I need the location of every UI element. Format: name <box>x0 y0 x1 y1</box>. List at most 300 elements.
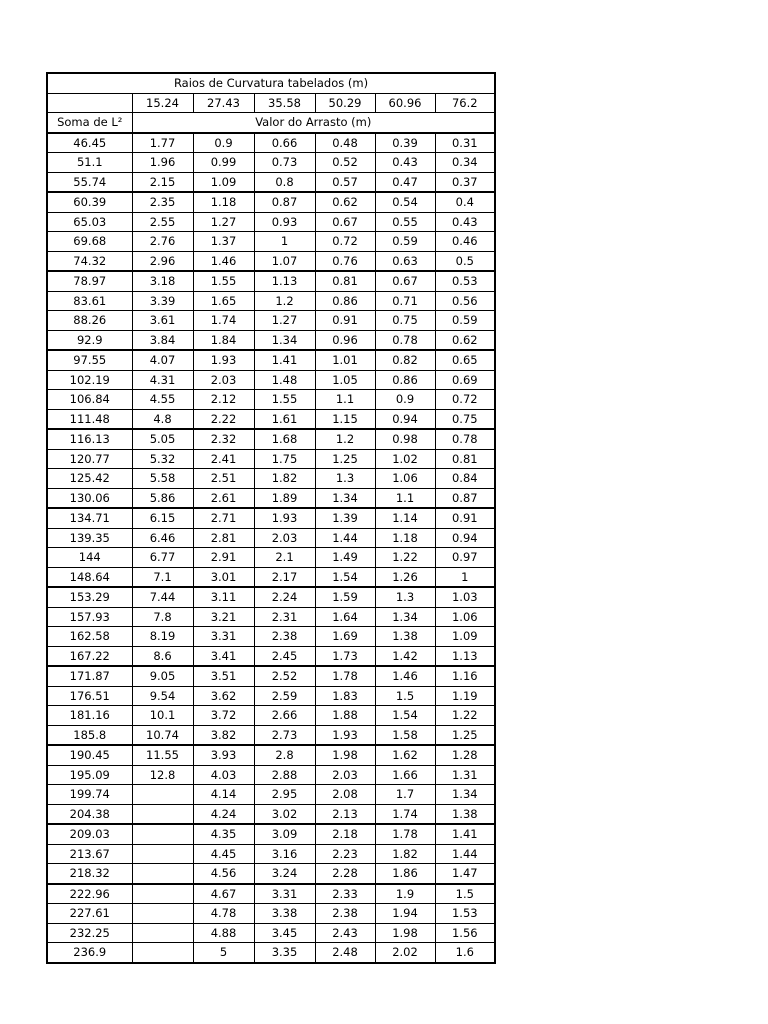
drag-value-cell: 1.65 <box>193 291 254 311</box>
soma-cell: 116.13 <box>47 429 132 449</box>
drag-value-cell: 1.42 <box>375 646 435 666</box>
drag-value-cell: 3.11 <box>193 587 254 607</box>
drag-value-cell: 0.39 <box>375 133 435 153</box>
drag-value-cell: 4.45 <box>193 844 254 864</box>
soma-cell: 78.97 <box>47 271 132 291</box>
drag-value-cell: 0.86 <box>315 291 375 311</box>
drag-value-cell: 1.53 <box>435 904 495 924</box>
table-row <box>47 271 495 291</box>
drag-value-cell: 0.87 <box>254 192 315 212</box>
drag-value-cell: 4.78 <box>193 904 254 924</box>
drag-value-cell: 11.55 <box>132 745 193 765</box>
drag-value-cell: 1.84 <box>193 330 254 350</box>
drag-value-cell: 3.72 <box>193 706 254 726</box>
drag-value-cell: 3.62 <box>193 686 254 706</box>
drag-value-cell: 0.93 <box>254 212 315 232</box>
table-row <box>47 212 495 232</box>
drag-table <box>46 72 496 964</box>
drag-value-cell: 2.03 <box>254 528 315 548</box>
drag-value-cell: 1.75 <box>254 449 315 469</box>
drag-value-cell: 7.44 <box>132 587 193 607</box>
drag-value-cell: 1.2 <box>254 291 315 311</box>
table-row <box>47 350 495 370</box>
table-row <box>47 172 495 192</box>
table-row <box>47 449 495 469</box>
drag-value-cell: 4.31 <box>132 370 193 390</box>
drag-value-cell: 1.28 <box>435 745 495 765</box>
drag-value-cell: 5.32 <box>132 449 193 469</box>
drag-value-cell: 1.64 <box>315 607 375 627</box>
drag-value-cell: 1.05 <box>315 370 375 390</box>
table-title: Raios de Curvatura tabelados (m) <box>47 73 495 93</box>
table-row <box>47 528 495 548</box>
table-row <box>47 409 495 429</box>
drag-value-cell: 6.46 <box>132 528 193 548</box>
drag-value-cell: 1 <box>435 567 495 587</box>
drag-value-cell: 2.22 <box>193 409 254 429</box>
radius-header: 76.2 <box>435 93 495 113</box>
soma-cell: 83.61 <box>47 291 132 311</box>
drag-value-cell: 0.37 <box>435 172 495 192</box>
drag-value-cell: 4.67 <box>193 884 254 904</box>
soma-cell: 195.09 <box>47 765 132 785</box>
drag-value-cell: 1.2 <box>315 429 375 449</box>
drag-value-cell: 0.52 <box>315 153 375 173</box>
drag-value-cell: 2.12 <box>193 390 254 410</box>
drag-value-cell: 1.39 <box>315 508 375 528</box>
drag-value-cell: 9.05 <box>132 666 193 686</box>
drag-value-cell: 1 <box>254 232 315 252</box>
soma-cell: 97.55 <box>47 350 132 370</box>
drag-value-cell: 0.81 <box>435 449 495 469</box>
drag-value-cell: 0.91 <box>315 311 375 331</box>
soma-cell: 167.22 <box>47 646 132 666</box>
drag-value-cell: 1.73 <box>315 646 375 666</box>
soma-cell: 46.45 <box>47 133 132 153</box>
drag-value-cell: 2.48 <box>315 943 375 963</box>
drag-value-cell: 1.14 <box>375 508 435 528</box>
table-row <box>47 548 495 568</box>
drag-value-cell: 8.19 <box>132 627 193 647</box>
table-row <box>47 192 495 212</box>
soma-cell: 88.26 <box>47 311 132 331</box>
drag-value-cell: 0.91 <box>435 508 495 528</box>
drag-value-cell: 7.8 <box>132 607 193 627</box>
radius-header: 35.58 <box>254 93 315 113</box>
drag-value-cell: 1.18 <box>375 528 435 548</box>
drag-value-cell: 1.26 <box>375 567 435 587</box>
table-row <box>47 232 495 252</box>
table-row <box>47 923 495 943</box>
drag-value-cell: 3.31 <box>193 627 254 647</box>
table-row <box>47 765 495 785</box>
drag-value-cell: 0.59 <box>435 311 495 331</box>
drag-value-cell: 2.1 <box>254 548 315 568</box>
drag-value-cell: 1.68 <box>254 429 315 449</box>
drag-value-cell: 1.9 <box>375 884 435 904</box>
drag-value-cell: 3.01 <box>193 567 254 587</box>
drag-value-cell: 0.99 <box>193 153 254 173</box>
drag-value-cell: 2.17 <box>254 567 315 587</box>
soma-cell: 157.93 <box>47 607 132 627</box>
drag-value-cell: 2.59 <box>254 686 315 706</box>
soma-cell: 120.77 <box>47 449 132 469</box>
table-row <box>47 488 495 508</box>
drag-value-cell: 4.07 <box>132 350 193 370</box>
drag-value-cell: 3.16 <box>254 844 315 864</box>
drag-value-cell: 2.23 <box>315 844 375 864</box>
drag-value-cell: 1.5 <box>375 686 435 706</box>
radius-header: 27.43 <box>193 93 254 113</box>
drag-value-cell: 2.08 <box>315 785 375 805</box>
soma-cell: 185.8 <box>47 725 132 745</box>
drag-value-cell: 0.53 <box>435 271 495 291</box>
table-row <box>47 153 495 173</box>
soma-cell: 51.1 <box>47 153 132 173</box>
drag-value-cell: 5.05 <box>132 429 193 449</box>
drag-value-cell: 0.78 <box>375 330 435 350</box>
drag-value-cell: 1.3 <box>375 587 435 607</box>
drag-value-cell: 2.03 <box>315 765 375 785</box>
radius-header: 60.96 <box>375 93 435 113</box>
drag-value-cell: 6.77 <box>132 548 193 568</box>
drag-value-cell: 0.82 <box>375 350 435 370</box>
drag-value-cell: 1.3 <box>315 469 375 489</box>
soma-cell: 162.58 <box>47 627 132 647</box>
drag-value-cell: 0.67 <box>315 212 375 232</box>
soma-cell: 176.51 <box>47 686 132 706</box>
drag-value-cell: 0.75 <box>375 311 435 331</box>
drag-value-cell: 1.07 <box>254 251 315 271</box>
drag-value-cell: 0.9 <box>375 390 435 410</box>
drag-value-cell: 1.54 <box>375 706 435 726</box>
drag-value-cell: 1.55 <box>254 390 315 410</box>
drag-value-cell: 1.58 <box>375 725 435 745</box>
drag-value-cell: 1.7 <box>375 785 435 805</box>
drag-value-cell: 1.06 <box>435 607 495 627</box>
soma-cell: 213.67 <box>47 844 132 864</box>
drag-value-cell <box>132 904 193 924</box>
table-row <box>47 429 495 449</box>
drag-value-cell: 1.83 <box>315 686 375 706</box>
soma-cell: 190.45 <box>47 745 132 765</box>
drag-value-cell: 2.03 <box>193 370 254 390</box>
drag-value-cell: 1.82 <box>375 844 435 864</box>
drag-value-cell: 0.43 <box>375 153 435 173</box>
drag-value-cell: 1.54 <box>315 567 375 587</box>
drag-value-cell: 1.13 <box>254 271 315 291</box>
drag-value-cell: 1.1 <box>315 390 375 410</box>
drag-value-cell: 2.43 <box>315 923 375 943</box>
drag-value-cell: 3.24 <box>254 864 315 884</box>
soma-cell: 222.96 <box>47 884 132 904</box>
drag-value-cell <box>132 844 193 864</box>
drag-value-cell: 0.96 <box>315 330 375 350</box>
table-row <box>47 864 495 884</box>
drag-value-cell: 2.45 <box>254 646 315 666</box>
drag-value-cell: 2.71 <box>193 508 254 528</box>
soma-cell: 102.19 <box>47 370 132 390</box>
table-row <box>47 291 495 311</box>
drag-value-cell: 5 <box>193 943 254 963</box>
drag-value-cell: 1.61 <box>254 409 315 429</box>
drag-value-cell: 10.74 <box>132 725 193 745</box>
drag-value-cell: 1.78 <box>375 824 435 844</box>
drag-value-cell: 0.47 <box>375 172 435 192</box>
corner-cell <box>47 93 132 113</box>
drag-value-cell: 1.09 <box>435 627 495 647</box>
drag-value-cell: 0.62 <box>435 330 495 350</box>
drag-value-cell: 1.59 <box>315 587 375 607</box>
drag-value-cell: 1.25 <box>315 449 375 469</box>
drag-value-cell: 0.4 <box>435 192 495 212</box>
drag-value-cell: 2.31 <box>254 607 315 627</box>
drag-value-cell: 2.91 <box>193 548 254 568</box>
drag-value-cell: 2.18 <box>315 824 375 844</box>
drag-value-cell: 3.02 <box>254 804 315 824</box>
drag-value-cell: 1.69 <box>315 627 375 647</box>
drag-value-cell: 0.46 <box>435 232 495 252</box>
drag-value-cell: 1.82 <box>254 469 315 489</box>
drag-value-cell <box>132 824 193 844</box>
drag-value-cell <box>132 864 193 884</box>
soma-cell: 181.16 <box>47 706 132 726</box>
drag-value-cell: 3.39 <box>132 291 193 311</box>
drag-value-cell: 2.55 <box>132 212 193 232</box>
table-row <box>47 824 495 844</box>
drag-value-cell: 1.22 <box>435 706 495 726</box>
soma-cell: 139.35 <box>47 528 132 548</box>
soma-cell: 204.38 <box>47 804 132 824</box>
drag-value-cell: 1.48 <box>254 370 315 390</box>
drag-value-cell: 0.9 <box>193 133 254 153</box>
drag-value-cell: 0.43 <box>435 212 495 232</box>
drag-value-cell: 1.74 <box>375 804 435 824</box>
drag-value-cell: 0.78 <box>435 429 495 449</box>
soma-cell: 199.74 <box>47 785 132 805</box>
soma-cell: 144 <box>47 548 132 568</box>
drag-value-cell: 4.56 <box>193 864 254 884</box>
drag-value-cell: 2.28 <box>315 864 375 884</box>
drag-value-cell: 1.02 <box>375 449 435 469</box>
drag-value-cell: 3.09 <box>254 824 315 844</box>
table-row <box>47 666 495 686</box>
drag-value-cell: 2.35 <box>132 192 193 212</box>
drag-value-cell: 1.78 <box>315 666 375 686</box>
drag-value-cell: 1.34 <box>435 785 495 805</box>
drag-value-cell: 0.56 <box>435 291 495 311</box>
table-row <box>47 627 495 647</box>
drag-value-cell: 4.35 <box>193 824 254 844</box>
drag-value-cell: 0.67 <box>375 271 435 291</box>
drag-value-cell: 3.41 <box>193 646 254 666</box>
drag-value-cell: 1.41 <box>435 824 495 844</box>
drag-value-cell: 0.86 <box>375 370 435 390</box>
drag-value-cell: 6.15 <box>132 508 193 528</box>
drag-value-cell: 2.61 <box>193 488 254 508</box>
drag-value-cell: 4.03 <box>193 765 254 785</box>
radii-header-row <box>47 93 495 113</box>
drag-value-cell: 5.58 <box>132 469 193 489</box>
drag-value-cell: 2.95 <box>254 785 315 805</box>
drag-value-cell: 1.13 <box>435 646 495 666</box>
table-row <box>47 330 495 350</box>
table-row <box>47 311 495 331</box>
drag-value-cell: 1.01 <box>315 350 375 370</box>
table-row <box>47 904 495 924</box>
drag-value-cell: 3.35 <box>254 943 315 963</box>
drag-value-cell: 1.98 <box>375 923 435 943</box>
drag-value-cell: 1.27 <box>193 212 254 232</box>
radius-header: 15.24 <box>132 93 193 113</box>
drag-value-cell: 2.15 <box>132 172 193 192</box>
drag-value-cell: 3.82 <box>193 725 254 745</box>
drag-value-cell: 1.89 <box>254 488 315 508</box>
table-row <box>47 567 495 587</box>
drag-value-cell: 1.77 <box>132 133 193 153</box>
table-row <box>47 370 495 390</box>
drag-value-cell: 3.61 <box>132 311 193 331</box>
drag-value-cell: 0.34 <box>435 153 495 173</box>
drag-value-cell: 1.41 <box>254 350 315 370</box>
drag-value-cell: 9.54 <box>132 686 193 706</box>
drag-value-cell: 1.88 <box>315 706 375 726</box>
drag-value-cell: 1.5 <box>435 884 495 904</box>
drag-value-cell: 1.93 <box>254 508 315 528</box>
soma-cell: 74.32 <box>47 251 132 271</box>
drag-value-cell: 1.09 <box>193 172 254 192</box>
drag-value-cell: 0.76 <box>315 251 375 271</box>
soma-cell: 153.29 <box>47 587 132 607</box>
drag-value-cell: 2.24 <box>254 587 315 607</box>
drag-value-cell: 3.38 <box>254 904 315 924</box>
table-row <box>47 133 495 153</box>
drag-value-cell: 5.86 <box>132 488 193 508</box>
soma-cell: 209.03 <box>47 824 132 844</box>
drag-value-cell: 1.62 <box>375 745 435 765</box>
drag-value-cell: 1.98 <box>315 745 375 765</box>
table-row <box>47 804 495 824</box>
drag-value-cell: 4.14 <box>193 785 254 805</box>
drag-value-cell: 1.93 <box>315 725 375 745</box>
table-row <box>47 785 495 805</box>
column-label-row <box>47 113 495 133</box>
drag-value-cell: 1.66 <box>375 765 435 785</box>
value-header-label: Valor do Arrasto (m) <box>132 113 495 133</box>
drag-value-cell: 1.34 <box>375 607 435 627</box>
drag-value-cell: 10.1 <box>132 706 193 726</box>
drag-value-cell: 0.94 <box>435 528 495 548</box>
drag-value-cell: 0.57 <box>315 172 375 192</box>
drag-value-cell: 4.88 <box>193 923 254 943</box>
drag-value-cell: 1.44 <box>315 528 375 548</box>
drag-value-cell: 2.96 <box>132 251 193 271</box>
radius-header: 50.29 <box>315 93 375 113</box>
drag-value-cell: 2.52 <box>254 666 315 686</box>
drag-value-cell: 0.81 <box>315 271 375 291</box>
table-row <box>47 508 495 528</box>
drag-value-cell: 0.65 <box>435 350 495 370</box>
drag-value-cell: 3.21 <box>193 607 254 627</box>
drag-value-cell: 0.72 <box>435 390 495 410</box>
drag-value-cell: 2.38 <box>254 627 315 647</box>
drag-value-cell: 0.84 <box>435 469 495 489</box>
drag-value-cell <box>132 785 193 805</box>
drag-value-cell: 0.54 <box>375 192 435 212</box>
drag-value-cell: 3.51 <box>193 666 254 686</box>
drag-value-cell: 1.56 <box>435 923 495 943</box>
drag-value-cell: 2.51 <box>193 469 254 489</box>
table-row <box>47 251 495 271</box>
drag-value-cell: 0.75 <box>435 409 495 429</box>
drag-value-cell: 0.62 <box>315 192 375 212</box>
table-row <box>47 686 495 706</box>
drag-value-cell: 1.15 <box>315 409 375 429</box>
drag-value-cell <box>132 943 193 963</box>
soma-cell: 92.9 <box>47 330 132 350</box>
drag-value-cell: 0.31 <box>435 133 495 153</box>
table-row <box>47 587 495 607</box>
drag-value-cell: 2.38 <box>315 904 375 924</box>
drag-value-cell: 1.46 <box>375 666 435 686</box>
drag-value-cell: 1.74 <box>193 311 254 331</box>
drag-value-cell: 1.49 <box>315 548 375 568</box>
drag-value-cell: 3.84 <box>132 330 193 350</box>
drag-value-cell: 1.19 <box>435 686 495 706</box>
drag-value-cell <box>132 923 193 943</box>
drag-value-cell: 1.38 <box>375 627 435 647</box>
drag-value-cell: 1.18 <box>193 192 254 212</box>
row-header-label: Soma de L² <box>47 113 132 133</box>
drag-value-cell: 0.73 <box>254 153 315 173</box>
drag-value-cell: 0.66 <box>254 133 315 153</box>
table-row <box>47 725 495 745</box>
soma-cell: 171.87 <box>47 666 132 686</box>
soma-cell: 134.71 <box>47 508 132 528</box>
drag-value-cell: 1.44 <box>435 844 495 864</box>
drag-value-cell: 3.18 <box>132 271 193 291</box>
drag-value-cell: 1.31 <box>435 765 495 785</box>
drag-value-cell: 1.38 <box>435 804 495 824</box>
drag-value-cell: 2.73 <box>254 725 315 745</box>
soma-cell: 148.64 <box>47 567 132 587</box>
drag-value-cell: 0.87 <box>435 488 495 508</box>
drag-value-cell: 0.5 <box>435 251 495 271</box>
drag-value-cell: 2.41 <box>193 449 254 469</box>
soma-cell: 125.42 <box>47 469 132 489</box>
soma-cell: 55.74 <box>47 172 132 192</box>
table-row <box>47 469 495 489</box>
drag-value-cell: 1.96 <box>132 153 193 173</box>
drag-value-cell: 0.71 <box>375 291 435 311</box>
drag-value-cell: 3.93 <box>193 745 254 765</box>
drag-value-cell: 1.94 <box>375 904 435 924</box>
drag-value-cell: 2.13 <box>315 804 375 824</box>
drag-value-cell: 1.16 <box>435 666 495 686</box>
title-row <box>47 73 495 93</box>
drag-value-cell: 1.34 <box>315 488 375 508</box>
drag-value-cell: 0.97 <box>435 548 495 568</box>
drag-value-cell: 2.88 <box>254 765 315 785</box>
table-row <box>47 646 495 666</box>
drag-value-cell: 1.22 <box>375 548 435 568</box>
drag-value-cell: 3.31 <box>254 884 315 904</box>
table-row <box>47 706 495 726</box>
soma-cell: 218.32 <box>47 864 132 884</box>
soma-cell: 130.06 <box>47 488 132 508</box>
drag-value-cell: 0.94 <box>375 409 435 429</box>
drag-value-cell: 3.45 <box>254 923 315 943</box>
